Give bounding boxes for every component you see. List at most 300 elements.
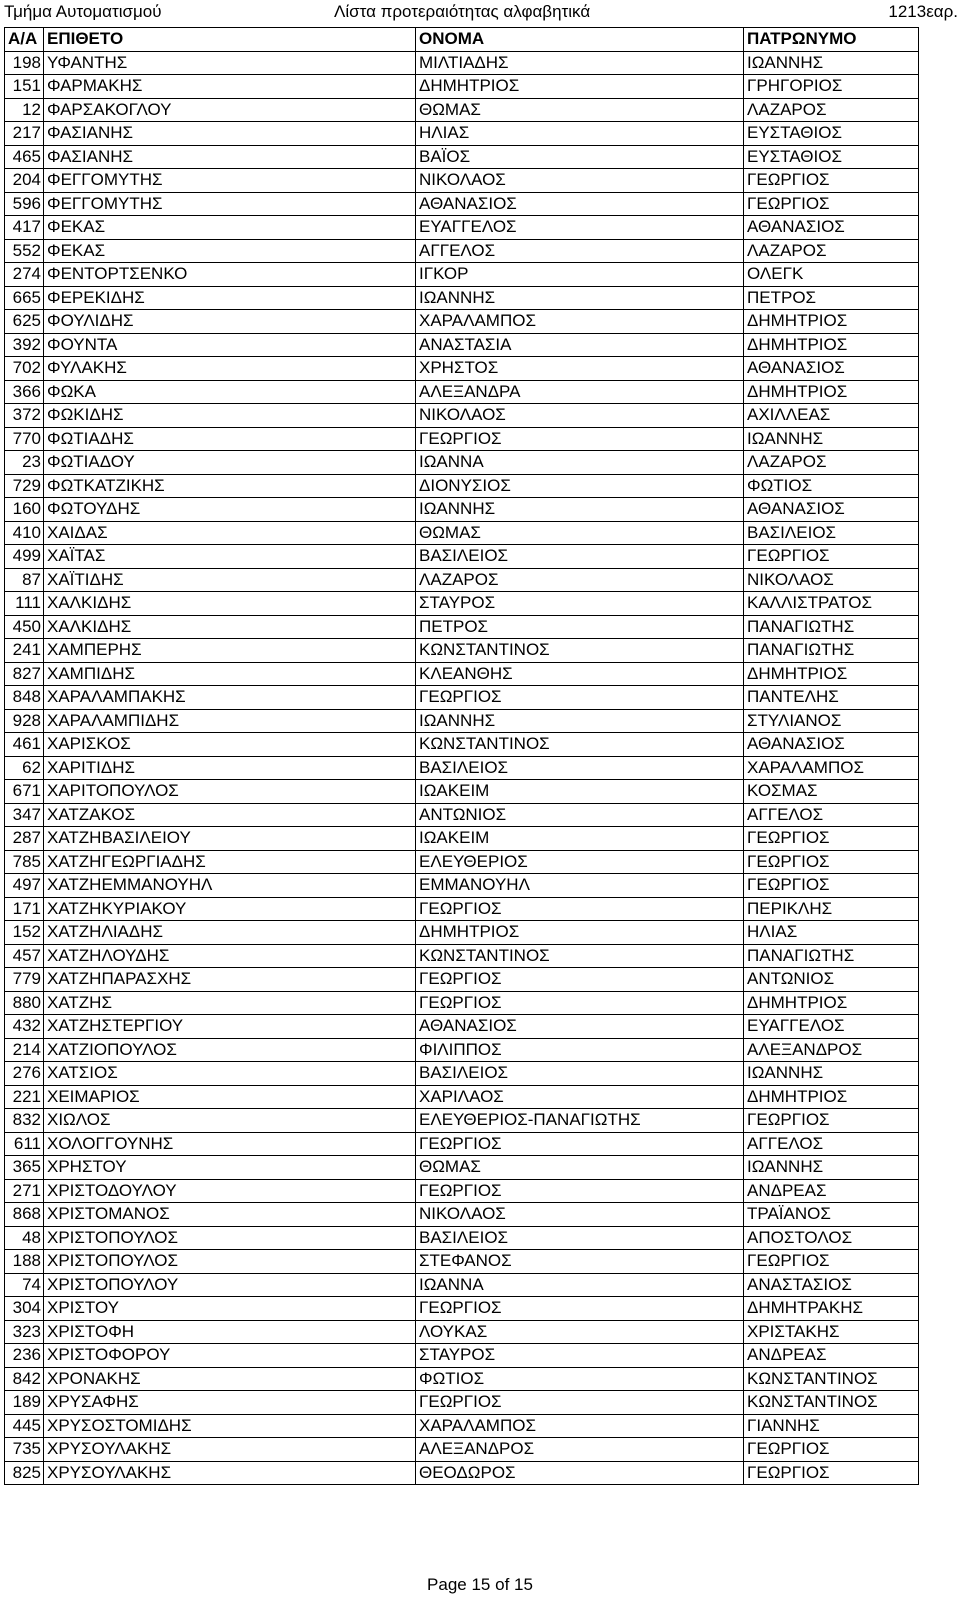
cell-id: 151 xyxy=(5,75,44,99)
list-title: Λίστα προτεραιότητας αλφαβητικά xyxy=(334,2,591,21)
cell-surname: ΧΡΥΣΑΦΗΣ xyxy=(44,1391,416,1415)
cell-name: ΕΜΜΑΝΟΥΗΛ xyxy=(416,874,744,898)
cell-patronymic: ΗΛΙΑΣ xyxy=(744,921,919,945)
cell-surname: ΧΡΥΣΟΥΛΑΚΗΣ xyxy=(44,1438,416,1462)
cell-surname: ΧΑΤΖΗΕΜΜΑΝΟΥΗΛ xyxy=(44,874,416,898)
table-row xyxy=(5,122,919,146)
cell-surname: ΧΡΟΝΑΚΗΣ xyxy=(44,1367,416,1391)
table-row xyxy=(5,145,919,169)
cell-surname: ΧΑΡΙΤΟΠΟΥΛΟΣ xyxy=(44,780,416,804)
cell-surname: ΧΡΗΣΤΟΥ xyxy=(44,1156,416,1180)
cell-surname: ΧΡΙΣΤΟΦΟΡΟΥ xyxy=(44,1344,416,1368)
cell-patronymic: ΑΓΓΕΛΟΣ xyxy=(744,803,919,827)
table-row xyxy=(5,310,919,334)
table-header-row xyxy=(5,28,919,52)
cell-id: 366 xyxy=(5,380,44,404)
table-row xyxy=(5,756,919,780)
table-row xyxy=(5,991,919,1015)
cell-surname: ΦΑΡΣΑΚΟΓΛΟΥ xyxy=(44,98,416,122)
cell-patronymic: ΠΑΝΤΕΛΗΣ xyxy=(744,686,919,710)
cell-id: 276 xyxy=(5,1062,44,1086)
cell-name: ΓΕΩΡΓΙΟΣ xyxy=(416,1297,744,1321)
cell-patronymic: ΦΩΤΙΟΣ xyxy=(744,474,919,498)
table-row xyxy=(5,1367,919,1391)
cell-patronymic: ΔΗΜΗΤΡΙΟΣ xyxy=(744,380,919,404)
cell-id: 729 xyxy=(5,474,44,498)
table-row xyxy=(5,968,919,992)
table-row xyxy=(5,192,919,216)
cell-surname: ΦΕΚΑΣ xyxy=(44,239,416,263)
cell-surname: ΦΑΣΙΑΝΗΣ xyxy=(44,145,416,169)
cell-patronymic: ΑΝΑΣΤΑΣΙΟΣ xyxy=(744,1273,919,1297)
cell-patronymic: ΚΟΣΜΑΣ xyxy=(744,780,919,804)
cell-id: 372 xyxy=(5,404,44,428)
cell-surname: ΦΩΤΟΥΔΗΣ xyxy=(44,498,416,522)
cell-id: 445 xyxy=(5,1414,44,1438)
cell-patronymic: ΙΩΑΝΝΗΣ xyxy=(744,1062,919,1086)
cell-name: ΓΕΩΡΓΙΟΣ xyxy=(416,968,744,992)
cell-name: ΣΤΕΦΑΝΟΣ xyxy=(416,1250,744,1274)
cell-name: ΕΥΑΓΓΕΛΟΣ xyxy=(416,216,744,240)
cell-id: 304 xyxy=(5,1297,44,1321)
cell-surname: ΧΡΙΣΤΟΠΟΥΛΟΣ xyxy=(44,1250,416,1274)
cell-patronymic: ΓΕΩΡΓΙΟΣ xyxy=(744,1109,919,1133)
cell-name: ΘΩΜΑΣ xyxy=(416,1156,744,1180)
cell-id: 450 xyxy=(5,615,44,639)
table-row xyxy=(5,75,919,99)
cell-id: 499 xyxy=(5,545,44,569)
table-row xyxy=(5,1226,919,1250)
table-row xyxy=(5,1344,919,1368)
table-row xyxy=(5,639,919,663)
cell-patronymic: ΓΕΩΡΓΙΟΣ xyxy=(744,1250,919,1274)
cell-patronymic: ΚΩΝΣΤΑΝΤΙΝΟΣ xyxy=(744,1391,919,1415)
cell-surname: ΧΡΙΣΤΟΜΑΝΟΣ xyxy=(44,1203,416,1227)
department-title: Τμήμα Αυτοματισμού xyxy=(4,2,162,21)
table-row xyxy=(5,474,919,498)
cell-surname: ΦΩΚΙΔΗΣ xyxy=(44,404,416,428)
cell-name: ΙΩΑΝΝΗΣ xyxy=(416,709,744,733)
cell-name: ΘΕΟΔΩΡΟΣ xyxy=(416,1461,744,1485)
cell-id: 410 xyxy=(5,521,44,545)
cell-id: 217 xyxy=(5,122,44,146)
cell-name: ΧΑΡΑΛΑΜΠΟΣ xyxy=(416,310,744,334)
cell-surname: ΧΑΤΖΗΓΕΩΡΓΙΑΔΗΣ xyxy=(44,850,416,874)
roster-table xyxy=(4,27,919,1485)
table-row xyxy=(5,1062,919,1086)
cell-patronymic: ΑΝΔΡΕΑΣ xyxy=(744,1179,919,1203)
table-row xyxy=(5,427,919,451)
cell-patronymic: ΔΗΜΗΤΡΙΟΣ xyxy=(744,991,919,1015)
cell-surname: ΧΡΥΣΟΥΛΑΚΗΣ xyxy=(44,1461,416,1485)
cell-patronymic: ΤΡΑΪΑΝΟΣ xyxy=(744,1203,919,1227)
cell-surname: ΧΑΛΚΙΔΗΣ xyxy=(44,592,416,616)
table-row xyxy=(5,827,919,851)
cell-surname: ΦΥΛΑΚΗΣ xyxy=(44,357,416,381)
table-row xyxy=(5,944,919,968)
cell-name: ΗΛΙΑΣ xyxy=(416,122,744,146)
cell-name: ΒΑΣΙΛΕΙΟΣ xyxy=(416,1226,744,1250)
cell-patronymic: ΑΘΑΝΑΣΙΟΣ xyxy=(744,733,919,757)
column-header-id: Α/Α xyxy=(5,28,44,52)
table-row xyxy=(5,709,919,733)
cell-name: ΛΑΖΑΡΟΣ xyxy=(416,568,744,592)
cell-name: ΚΛΕΑΝΘΗΣ xyxy=(416,662,744,686)
cell-id: 62 xyxy=(5,756,44,780)
column-header-name: ΟΝΟΜΑ xyxy=(416,28,744,52)
cell-name: ΑΝΤΩΝΙΟΣ xyxy=(416,803,744,827)
cell-surname: ΦΟΥΝΤΑ xyxy=(44,333,416,357)
cell-id: 287 xyxy=(5,827,44,851)
cell-surname: ΧΑΛΚΙΔΗΣ xyxy=(44,615,416,639)
cell-id: 204 xyxy=(5,169,44,193)
cell-id: 779 xyxy=(5,968,44,992)
cell-surname: ΧΑΤΖΗΣΤΕΡΓΙΟΥ xyxy=(44,1015,416,1039)
cell-surname: ΧΑΜΠΕΡΗΣ xyxy=(44,639,416,663)
cell-id: 842 xyxy=(5,1367,44,1391)
cell-patronymic: ΛΑΖΑΡΟΣ xyxy=(744,239,919,263)
cell-name: ΑΛΕΞΑΝΔΡΑ xyxy=(416,380,744,404)
table-row xyxy=(5,1273,919,1297)
cell-patronymic: ΟΛΕΓΚ xyxy=(744,263,919,287)
cell-id: 12 xyxy=(5,98,44,122)
cell-name: ΣΤΑΥΡΟΣ xyxy=(416,592,744,616)
cell-name: ΘΩΜΑΣ xyxy=(416,98,744,122)
cell-name: ΙΩΑΝΝΑ xyxy=(416,451,744,475)
table-row xyxy=(5,1109,919,1133)
cell-id: 214 xyxy=(5,1038,44,1062)
cell-patronymic: ΑΛΕΞΑΝΔΡΟΣ xyxy=(744,1038,919,1062)
cell-patronymic: ΓΙΑΝΝΗΣ xyxy=(744,1414,919,1438)
cell-name: ΦΩΤΙΟΣ xyxy=(416,1367,744,1391)
cell-name: ΒΑΣΙΛΕΙΟΣ xyxy=(416,1062,744,1086)
table-row xyxy=(5,1179,919,1203)
table-row xyxy=(5,1461,919,1485)
cell-id: 198 xyxy=(5,51,44,75)
cell-patronymic: ΛΑΖΑΡΟΣ xyxy=(744,98,919,122)
cell-surname: ΦΩΤΙΑΔΗΣ xyxy=(44,427,416,451)
cell-id: 785 xyxy=(5,850,44,874)
cell-patronymic: ΓΕΩΡΓΙΟΣ xyxy=(744,1438,919,1462)
of-word: of xyxy=(495,1575,510,1594)
cell-surname: ΦΕΝΤΟΡΤΣΕΝΚΟ xyxy=(44,263,416,287)
table-row xyxy=(5,380,919,404)
table-row xyxy=(5,897,919,921)
table-row xyxy=(5,169,919,193)
cell-name: ΔΗΜΗΤΡΙΟΣ xyxy=(416,75,744,99)
cell-id: 825 xyxy=(5,1461,44,1485)
cell-surname: ΧΟΛΟΓΓΟΥΝΗΣ xyxy=(44,1132,416,1156)
cell-patronymic: ΔΗΜΗΤΡΙΟΣ xyxy=(744,662,919,686)
cell-surname: ΧΑΤΖΑΚΟΣ xyxy=(44,803,416,827)
table-row xyxy=(5,592,919,616)
cell-name: ΛΟΥΚΑΣ xyxy=(416,1320,744,1344)
cell-patronymic: ΓΕΩΡΓΙΟΣ xyxy=(744,192,919,216)
cell-name: ΓΕΩΡΓΙΟΣ xyxy=(416,991,744,1015)
cell-surname: ΧΑΤΖΗΛΟΥΔΗΣ xyxy=(44,944,416,968)
table-row xyxy=(5,404,919,428)
cell-id: 868 xyxy=(5,1203,44,1227)
cell-surname: ΧΑΪΤΙΔΗΣ xyxy=(44,568,416,592)
cell-surname: ΧΑΤΖΗΒΑΣΙΛΕΙΟΥ xyxy=(44,827,416,851)
cell-id: 152 xyxy=(5,921,44,945)
table-row xyxy=(5,921,919,945)
cell-surname: ΧΑΤΖΗΛΙΑΔΗΣ xyxy=(44,921,416,945)
cell-id: 392 xyxy=(5,333,44,357)
table-row xyxy=(5,333,919,357)
cell-surname: ΧΡΙΣΤΟΔΟΥΛΟΥ xyxy=(44,1179,416,1203)
cell-name: ΓΕΩΡΓΙΟΣ xyxy=(416,1179,744,1203)
cell-patronymic: ΠΕΡΙΚΛΗΣ xyxy=(744,897,919,921)
cell-id: 236 xyxy=(5,1344,44,1368)
page-word: Page xyxy=(427,1575,467,1594)
cell-name: ΦΙΛΙΠΠΟΣ xyxy=(416,1038,744,1062)
cell-name: ΝΙΚΟΛΑΟΣ xyxy=(416,169,744,193)
cell-id: 832 xyxy=(5,1109,44,1133)
table-row xyxy=(5,1391,919,1415)
cell-id: 87 xyxy=(5,568,44,592)
table-row xyxy=(5,1038,919,1062)
table-row xyxy=(5,780,919,804)
cell-name: ΓΕΩΡΓΙΟΣ xyxy=(416,1132,744,1156)
table-row xyxy=(5,545,919,569)
cell-surname: ΧΑΡΙΣΚΟΣ xyxy=(44,733,416,757)
cell-id: 465 xyxy=(5,145,44,169)
cell-surname: ΥΦΑΝΤΗΣ xyxy=(44,51,416,75)
cell-id: 457 xyxy=(5,944,44,968)
cell-surname: ΧΡΥΣΟΣΤΟΜΙΔΗΣ xyxy=(44,1414,416,1438)
cell-id: 497 xyxy=(5,874,44,898)
table-row xyxy=(5,216,919,240)
cell-patronymic: ΒΑΣΙΛΕΙΟΣ xyxy=(744,521,919,545)
table-row xyxy=(5,357,919,381)
cell-id: 111 xyxy=(5,592,44,616)
cell-name: ΓΕΩΡΓΙΟΣ xyxy=(416,897,744,921)
cell-name: ΣΤΑΥΡΟΣ xyxy=(416,1344,744,1368)
cell-surname: ΧΡΙΣΤΟΠΟΥΛΟΥ xyxy=(44,1273,416,1297)
cell-surname: ΧΑΪΤΑΣ xyxy=(44,545,416,569)
cell-name: ΙΩΑΝΝΑ xyxy=(416,1273,744,1297)
cell-name: ΜΙΛΤΙΑΔΗΣ xyxy=(416,51,744,75)
cell-surname: ΧΡΙΣΤΟΦΗ xyxy=(44,1320,416,1344)
table-row xyxy=(5,1203,919,1227)
cell-patronymic: ΕΥΣΤΑΘΙΟΣ xyxy=(744,122,919,146)
cell-id: 160 xyxy=(5,498,44,522)
cell-surname: ΧΑΤΖΗΣ xyxy=(44,991,416,1015)
cell-id: 770 xyxy=(5,427,44,451)
cell-name: ΠΕΤΡΟΣ xyxy=(416,615,744,639)
cell-id: 74 xyxy=(5,1273,44,1297)
cell-patronymic: ΓΕΩΡΓΙΟΣ xyxy=(744,169,919,193)
cell-id: 735 xyxy=(5,1438,44,1462)
cell-patronymic: ΔΗΜΗΤΡΙΟΣ xyxy=(744,333,919,357)
table-row xyxy=(5,451,919,475)
table-row xyxy=(5,1414,919,1438)
table-row xyxy=(5,850,919,874)
cell-name: ΚΩΝΣΤΑΝΤΙΝΟΣ xyxy=(416,639,744,663)
cell-surname: ΧΑΤΖΗΠΑΡΑΣΧΗΣ xyxy=(44,968,416,992)
table-row xyxy=(5,263,919,287)
cell-patronymic: ΓΕΩΡΓΙΟΣ xyxy=(744,545,919,569)
cell-id: 365 xyxy=(5,1156,44,1180)
cell-patronymic: ΓΡΗΓΟΡΙΟΣ xyxy=(744,75,919,99)
cell-id: 189 xyxy=(5,1391,44,1415)
cell-name: ΔΙΟΝΥΣΙΟΣ xyxy=(416,474,744,498)
table-row xyxy=(5,568,919,592)
table-row xyxy=(5,733,919,757)
table-row xyxy=(5,874,919,898)
table-row xyxy=(5,498,919,522)
cell-surname: ΧΡΙΣΤΟΥ xyxy=(44,1297,416,1321)
cell-patronymic: ΔΗΜΗΤΡΙΟΣ xyxy=(744,310,919,334)
cell-id: 23 xyxy=(5,451,44,475)
cell-surname: ΦΕΚΑΣ xyxy=(44,216,416,240)
cell-surname: ΦΩΚΑ xyxy=(44,380,416,404)
cell-surname: ΧΑΤΖΙΟΠΟΥΛΟΣ xyxy=(44,1038,416,1062)
cell-name: ΒΑΪΟΣ xyxy=(416,145,744,169)
cell-patronymic: ΑΓΓΕΛΟΣ xyxy=(744,1132,919,1156)
cell-id: 880 xyxy=(5,991,44,1015)
cell-id: 611 xyxy=(5,1132,44,1156)
table-row xyxy=(5,286,919,310)
cell-id: 323 xyxy=(5,1320,44,1344)
table-row xyxy=(5,1156,919,1180)
cell-surname: ΧΡΙΣΤΟΠΟΥΛΟΣ xyxy=(44,1226,416,1250)
cell-patronymic: ΣΤΥΛΙΑΝΟΣ xyxy=(744,709,919,733)
cell-id: 432 xyxy=(5,1015,44,1039)
cell-name: ΔΗΜΗΤΡΙΟΣ xyxy=(416,921,744,945)
table-row xyxy=(5,1085,919,1109)
cell-patronymic: ΠΕΤΡΟΣ xyxy=(744,286,919,310)
cell-name: ΧΑΡΑΛΑΜΠΟΣ xyxy=(416,1414,744,1438)
cell-patronymic: ΑΠΟΣΤΟΛΟΣ xyxy=(744,1226,919,1250)
table-row xyxy=(5,1297,919,1321)
cell-surname: ΧΕΙΜΑΡΙΟΣ xyxy=(44,1085,416,1109)
table-row xyxy=(5,1438,919,1462)
cell-name: ΒΑΣΙΛΕΙΟΣ xyxy=(416,545,744,569)
table-row xyxy=(5,662,919,686)
table-row xyxy=(5,1320,919,1344)
cell-id: 221 xyxy=(5,1085,44,1109)
cell-patronymic: ΠΑΝΑΓΙΩΤΗΣ xyxy=(744,944,919,968)
cell-patronymic: ΓΕΩΡΓΙΟΣ xyxy=(744,850,919,874)
cell-id: 417 xyxy=(5,216,44,240)
cell-id: 171 xyxy=(5,897,44,921)
cell-surname: ΦΩΤΙΑΔΟΥ xyxy=(44,451,416,475)
cell-id: 48 xyxy=(5,1226,44,1250)
cell-surname: ΧΑΤΣΙΟΣ xyxy=(44,1062,416,1086)
column-header-patronymic: ΠΑΤΡΩΝΥΜΟ xyxy=(744,28,919,52)
table-body xyxy=(5,51,919,1485)
cell-name: ΙΓΚΟΡ xyxy=(416,263,744,287)
column-header-surname: ΕΠΙΘΕΤΟ xyxy=(44,28,416,52)
cell-name: ΝΙΚΟΛΑΟΣ xyxy=(416,404,744,428)
cell-id: 625 xyxy=(5,310,44,334)
cell-patronymic: ΙΩΑΝΝΗΣ xyxy=(744,1156,919,1180)
cell-id: 596 xyxy=(5,192,44,216)
cell-patronymic: ΧΡΙΣΤΑΚΗΣ xyxy=(744,1320,919,1344)
cell-patronymic: ΕΥΣΤΑΘΙΟΣ xyxy=(744,145,919,169)
cell-patronymic: ΙΩΑΝΝΗΣ xyxy=(744,51,919,75)
cell-patronymic: ΔΗΜΗΤΡΙΟΣ xyxy=(744,1085,919,1109)
cell-patronymic: ΓΕΩΡΓΙΟΣ xyxy=(744,874,919,898)
cell-id: 552 xyxy=(5,239,44,263)
cell-patronymic: ΚΩΝΣΤΑΝΤΙΝΟΣ xyxy=(744,1367,919,1391)
table-row xyxy=(5,521,919,545)
cell-surname: ΧΑΡΑΛΑΜΠΙΔΗΣ xyxy=(44,709,416,733)
cell-id: 271 xyxy=(5,1179,44,1203)
cell-patronymic: ΧΑΡΑΛΑΜΠΟΣ xyxy=(744,756,919,780)
cell-patronymic: ΑΧΙΛΛΕΑΣ xyxy=(744,404,919,428)
cell-name: ΕΛΕΥΘΕΡΙΟΣ xyxy=(416,850,744,874)
cell-surname: ΦΑΣΙΑΝΗΣ xyxy=(44,122,416,146)
cell-id: 665 xyxy=(5,286,44,310)
cell-id: 274 xyxy=(5,263,44,287)
cell-surname: ΦΑΡΜΑΚΗΣ xyxy=(44,75,416,99)
cell-name: ΘΩΜΑΣ xyxy=(416,521,744,545)
cell-name: ΓΕΩΡΓΙΟΣ xyxy=(416,427,744,451)
page-footer xyxy=(0,1574,960,1596)
cell-name: ΧΡΗΣΤΟΣ xyxy=(416,357,744,381)
cell-surname: ΧΑΙΔΑΣ xyxy=(44,521,416,545)
cell-surname: ΧΑΡΑΛΑΜΠΑΚΗΣ xyxy=(44,686,416,710)
cell-name: ΙΩΑΝΝΗΣ xyxy=(416,286,744,310)
cell-name: ΙΩΑΚΕΙΜ xyxy=(416,827,744,851)
cell-surname: ΦΕΡΕΚΙΔΗΣ xyxy=(44,286,416,310)
cell-id: 928 xyxy=(5,709,44,733)
cell-patronymic: ΛΑΖΑΡΟΣ xyxy=(744,451,919,475)
cell-id: 671 xyxy=(5,780,44,804)
cell-id: 347 xyxy=(5,803,44,827)
cell-name: ΒΑΣΙΛΕΙΟΣ xyxy=(416,756,744,780)
cell-name: ΓΕΩΡΓΙΟΣ xyxy=(416,686,744,710)
cell-patronymic: ΚΑΛΛΙΣΤΡΑΤΟΣ xyxy=(744,592,919,616)
cell-name: ΑΘΑΝΑΣΙΟΣ xyxy=(416,1015,744,1039)
cell-surname: ΦΕΓΓΟΜΥΤΗΣ xyxy=(44,192,416,216)
table-row xyxy=(5,51,919,75)
table-row xyxy=(5,1015,919,1039)
cell-id: 461 xyxy=(5,733,44,757)
table-row xyxy=(5,686,919,710)
table-row xyxy=(5,1132,919,1156)
cell-patronymic: ΓΕΩΡΓΙΟΣ xyxy=(744,827,919,851)
cell-patronymic: ΓΕΩΡΓΙΟΣ xyxy=(744,1461,919,1485)
table-row xyxy=(5,803,919,827)
cell-patronymic: ΕΥΑΓΓΕΛΟΣ xyxy=(744,1015,919,1039)
cell-patronymic: ΝΙΚΟΛΑΟΣ xyxy=(744,568,919,592)
table-row xyxy=(5,615,919,639)
cell-patronymic: ΑΘΑΝΑΣΙΟΣ xyxy=(744,498,919,522)
cell-patronymic: ΑΘΑΝΑΣΙΟΣ xyxy=(744,357,919,381)
cell-patronymic: ΑΝΤΩΝΙΟΣ xyxy=(744,968,919,992)
cell-surname: ΧΙΩΛΟΣ xyxy=(44,1109,416,1133)
page-total: 15 xyxy=(514,1575,533,1594)
table-row xyxy=(5,98,919,122)
page-header xyxy=(0,0,960,24)
cell-id: 827 xyxy=(5,662,44,686)
cell-surname: ΧΑΤΖΗΚΥΡΙΑΚΟΥ xyxy=(44,897,416,921)
cell-patronymic: ΑΝΔΡΕΑΣ xyxy=(744,1344,919,1368)
cell-id: 241 xyxy=(5,639,44,663)
cell-id: 848 xyxy=(5,686,44,710)
cell-name: ΙΩΑΚΕΙΜ xyxy=(416,780,744,804)
cell-name: ΕΛΕΥΘΕΡΙΟΣ-ΠΑΝΑΓΙΩΤΗΣ xyxy=(416,1109,744,1133)
cell-surname: ΦΩΤΚΑΤΖΙΚΗΣ xyxy=(44,474,416,498)
cell-surname: ΧΑΜΠΙΔΗΣ xyxy=(44,662,416,686)
cell-patronymic: ΑΘΑΝΑΣΙΟΣ xyxy=(744,216,919,240)
cell-name: ΚΩΝΣΤΑΝΤΙΝΟΣ xyxy=(416,944,744,968)
cell-name: ΑΘΑΝΑΣΙΟΣ xyxy=(416,192,744,216)
